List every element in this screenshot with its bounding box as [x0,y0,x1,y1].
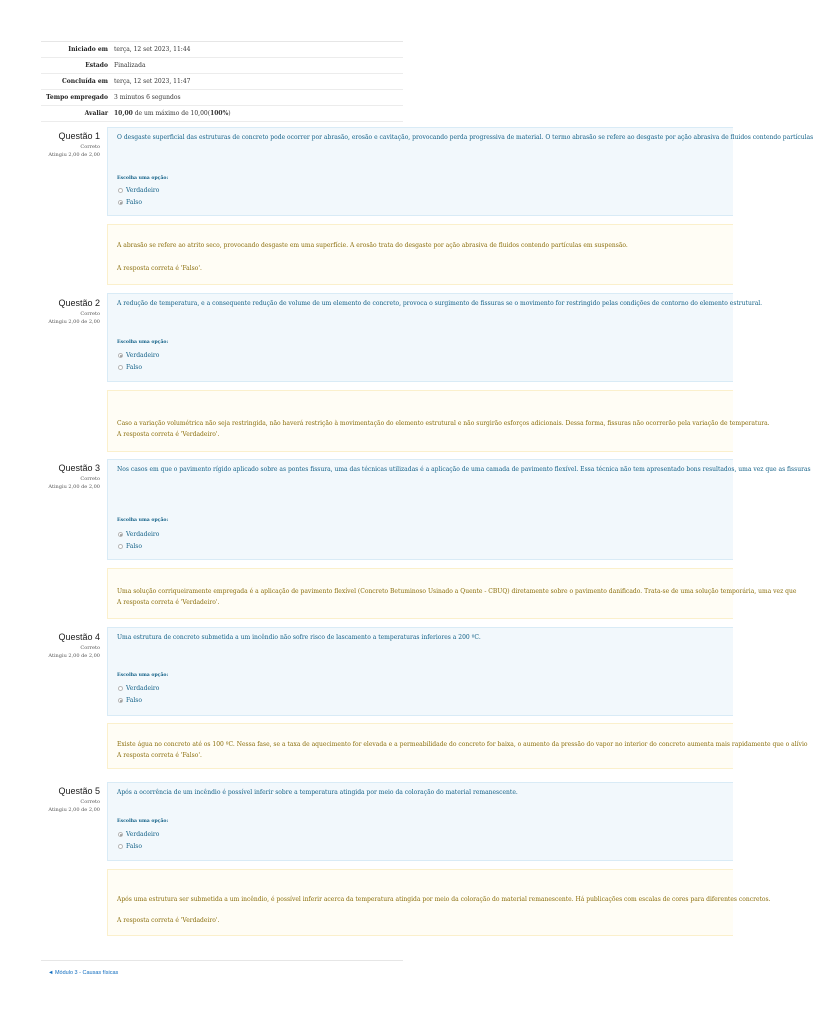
choose-option-prompt: Escolha uma opção: [117,518,169,523]
answer-option[interactable] [118,352,159,359]
summary-row-time [41,90,403,106]
radio-button[interactable] [118,686,123,691]
choose-option-prompt: Escolha uma opção: [117,340,169,345]
question-grade: Atingiu 2,00 de 2,00 [48,152,100,158]
radio-button-checked[interactable] [118,200,123,205]
question-text: Uma estrutura de concreto submetida a um incêndio não sofre risco de lascamento a temperaturas inferiores a 200 ºC. [117,634,481,641]
question-grade: Atingiu 2,00 de 2,00 [48,653,100,659]
summary-label: Tempo empregado [46,94,108,101]
question-formulation [107,627,733,716]
question-formulation [107,127,813,216]
answer-option[interactable] [118,843,142,850]
question-number: Questão 5 [58,786,100,796]
right-answer: A resposta correta é 'Verdadeiro'. [117,431,220,438]
right-answer: A resposta correta é 'Falso'. [117,265,202,272]
question-number: Questão 3 [58,463,100,473]
summary-value: Finalizada [114,62,146,69]
radio-button-checked[interactable] [118,353,123,358]
answer-option[interactable] [118,697,142,704]
summary-label: Estado [85,62,108,69]
summary-value: 3 minutos 6 segundos [114,94,181,101]
answer-option[interactable] [118,187,159,194]
summary-row-grade [41,106,403,122]
feedback-text: Após uma estrutura ser submetida a um incêndio, é possível inferir acerca da temperatura atingida por meio da coloração do material remanescente. Há publicações com escalas de cores para diferentes concretos. [117,896,771,903]
grade-max: de um máximo de 10,00( [132,110,211,117]
question-state: Correto [80,645,100,651]
feedback-text: Caso a variação volumétrica não seja restringida, não haverá restrição à movimentação do elemento estrutural e não surgirão esforços adicionais. Dessa forma, fissuras não ocorrerão pela variação de temperatura. [117,420,770,427]
summary-value: terça, 12 set 2023, 11:44 [114,46,191,53]
question-info [41,463,100,491]
grade-close: ) [228,110,231,117]
attempt-summary [41,41,403,122]
question-info [41,786,100,814]
option-label: Verdadeiro [126,685,160,692]
option-label: Falso [126,697,142,704]
answer-option[interactable] [118,831,159,838]
question-grade: Atingiu 2,00 de 2,00 [48,319,100,325]
radio-button[interactable] [118,188,123,193]
option-label: Verdadeiro [126,831,160,838]
answer-option[interactable] [118,543,142,550]
option-label: Falso [126,843,142,850]
option-label: Falso [126,543,142,550]
summary-label: Concluída em [61,78,108,85]
question-grade: Atingiu 2,00 de 2,00 [48,484,100,490]
question-state: Correto [80,311,100,317]
summary-value [114,110,231,117]
right-answer: A resposta correta é 'Verdadeiro'. [117,599,220,606]
question-info [41,632,100,660]
right-answer: A resposta correta é 'Verdadeiro'. [117,917,220,924]
question-state: Correto [80,799,100,805]
question-formulation [107,459,811,560]
radio-button[interactable] [118,365,123,370]
question-feedback [107,224,733,285]
answer-option[interactable] [118,531,159,538]
choose-option-prompt: Escolha uma opção: [117,819,169,824]
grade-score: 10,00 [114,110,133,117]
question-text: Após a ocorrência de um incêndio é possível inferir sobre a temperatura atingida por meio da coloração do material remanescente. [117,789,518,796]
question-text: O desgaste superficial das estruturas de concreto pode ocorrer por abrasão, erosão e cavitação, provocando perda progressiva de material. O termo abrasão se refere ao desgaste por ação abrasiva de fluidos contendo partículas [117,134,813,141]
question-feedback [107,723,808,769]
radio-button-checked[interactable] [118,698,123,703]
option-label: Falso [126,199,142,206]
question-info [41,131,100,159]
radio-button[interactable] [118,844,123,849]
choose-option-prompt: Escolha uma opção: [117,673,169,678]
radio-button-checked[interactable] [118,832,123,837]
question-number: Questão 1 [58,131,100,141]
summary-row-completed [41,74,403,90]
question-number: Questão 2 [58,298,100,308]
option-label: Verdadeiro [126,352,160,359]
radio-button[interactable] [118,544,123,549]
question-formulation [107,293,763,382]
question-text: Nos casos em que o pavimento rígido aplicado sobre as pontes fissura, uma das técnicas utilizadas é a aplicação de uma camada de pavimento flexível. Essa técnica não tem apresentado bons resultados, uma vez que as fissuras [117,466,811,473]
question-number: Questão 4 [58,632,100,642]
option-label: Verdadeiro [126,187,160,194]
summary-value: terça, 12 set 2023, 11:47 [114,78,191,85]
question-text: A redução de temperatura, e a consequente redução de volume de um elemento de concreto, provoca o surgimento de fissuras se o movimento for restringido pelas condições de contorno do elemento estrutural. [117,300,763,307]
question-state: Correto [80,476,100,482]
choose-option-prompt: Escolha uma opção: [117,176,169,181]
question-feedback [107,869,771,936]
previous-activity-link[interactable]: ◄ Módulo 3 - Causas físicas [48,970,119,976]
summary-row-state [41,58,403,74]
summary-row-started [41,42,403,58]
question-formulation [107,782,733,861]
summary-label: Avaliar [84,110,108,117]
answer-option[interactable] [118,364,142,371]
option-label: Falso [126,364,142,371]
right-answer: A resposta correta é 'Falso'. [117,752,202,759]
summary-label: Iniciado em [68,46,108,53]
question-grade: Atingiu 2,00 de 2,00 [48,807,100,813]
feedback-text: Existe água no concreto até os 100 ºC. Nessa fase, se a taxa de aquecimento for elevada e a permeabilidade do concreto for baixa, o aumento da pressão do vapor no interior do concreto aumenta mais rapidamente que o alívio [117,741,808,748]
answer-option[interactable] [118,199,142,206]
question-feedback [107,390,770,452]
footer-divider [41,960,403,961]
question-info [41,298,100,326]
feedback-text: A abrasão se refere ao atrito seco, provocando desgaste em uma superfície. A erosão trata do desgaste por ação abrasiva de fluidos contendo partículas em suspensão. [117,242,628,249]
feedback-text: Uma solução corriqueiramente empregada é a aplicação de pavimento flexível (Concreto Betuminoso Usinado a Quente - CBUQ) diretamente sobre o pavimento danificado. Trata-se de uma solução temporária, uma vez que [117,588,797,595]
question-feedback [107,568,797,619]
grade-percent: 100% [210,110,229,117]
answer-option[interactable] [118,685,159,692]
option-label: Verdadeiro [126,531,160,538]
question-state: Correto [80,144,100,150]
radio-button-checked[interactable] [118,532,123,537]
